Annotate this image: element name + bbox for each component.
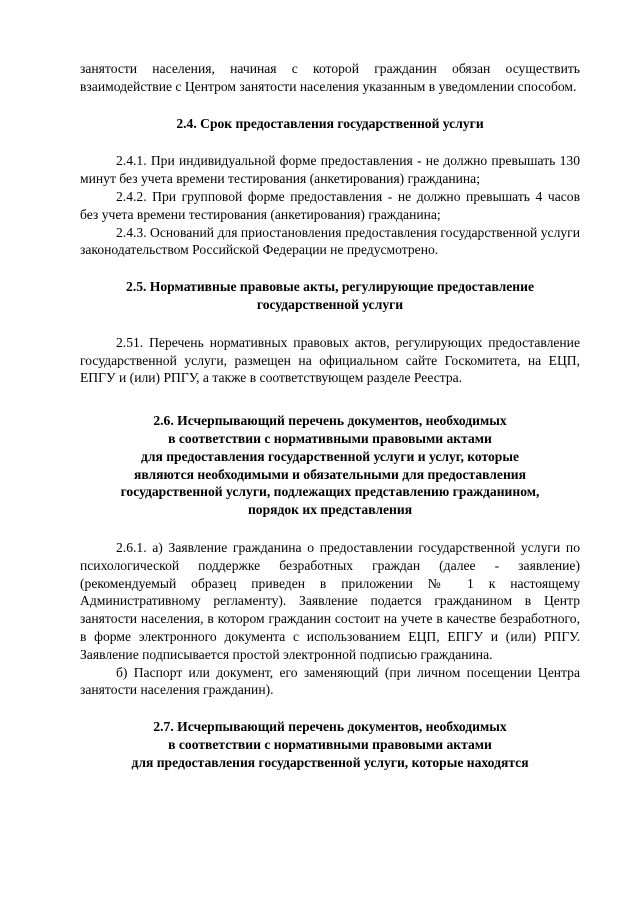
document-page (80, 60, 580, 772)
heading-line: для предоставления государственной услуги и услуг, которые (140, 448, 520, 464)
section-heading-2-7 (80, 718, 580, 771)
section-2-5 (80, 278, 580, 387)
paragraph-2-6-1: 2.6.1. а) Заявление гражданина о предоставлении государственной услуги по психологической поддержке безработных граждан (далее - заявление) (рекомендуемый образец приведен в приложении № 1 к настоящему Административному регламенту). Заявление подается гражданином в Центр занятости населения, в котором гражданин состоит на учете в качестве безработного, в форме электронного документа с использованием ЕЦП, ЕПГУ и (или) РПГУ. Заявление подписывается простой электронной подписью гражданина. (80, 539, 580, 662)
heading-line: государственной услуги, подлежащих представлению гражданином, (120, 484, 540, 500)
section-2-4 (80, 115, 580, 260)
section-2-7 (80, 718, 580, 771)
heading-line: в соответствии с нормативными правовыми актами (168, 736, 492, 752)
paragraph-2-4-3: 2.4.3. Оснований для приостановления предоставления государственной услуги законодательством Российской Федерации не предусмотрено. (80, 224, 580, 258)
heading-line: государственной услуги (256, 296, 404, 312)
heading-line: 2.7. Исчерпывающий перечень документов, необходимых (153, 719, 507, 735)
heading-line: в соответствии с нормативными правовыми актами (168, 430, 492, 446)
section-heading-2-5 (80, 278, 580, 314)
section-2-6 (80, 412, 580, 699)
paragraph-2-5-1: 2.51. Перечень нормативных правовых актов, регулирующих предоставление государственной услуги, размещен на официальном сайте Госкомитета, на ЕЦП, ЕПГУ и (или) РПГУ, а также в соответствующем разделе Реестра. (80, 334, 580, 386)
heading-line: 2.5. Нормативные правовые акты, регулирующие предоставление (126, 279, 534, 295)
paragraph-2-4-1: 2.4.1. При индивидуальной форме предоставления - не должно превышать 130 минут без учета времени тестирования (анкетирования) гражданина; (80, 153, 580, 187)
section-heading-2-4: 2.4. Срок предоставления государственной услуги (176, 115, 484, 131)
intro-paragraph: занятости населения, начиная с которой гражданин обязан осуществить взаимодействие с Центром занятости населения указанным в уведомлении способом. (80, 61, 580, 94)
paragraph-2-4-2: 2.4.2. При групповой форме предоставления - не должно превышать 4 часов без учета времени тестирования (анкетирования) гражданина; (80, 188, 580, 222)
heading-line: являются необходимыми и обязательными для предоставления (134, 466, 526, 482)
section-heading-2-6 (80, 412, 580, 519)
heading-line: порядок их представления (247, 502, 413, 518)
paragraph-2-6-1-b: б) Паспорт или документ, его заменяющий (при личном посещении Центра занятости населения гражданин). (80, 664, 580, 698)
heading-line: для предоставления государственной услуги, которые находятся (131, 754, 529, 770)
heading-line: 2.6. Исчерпывающий перечень документов, необходимых (153, 413, 507, 429)
